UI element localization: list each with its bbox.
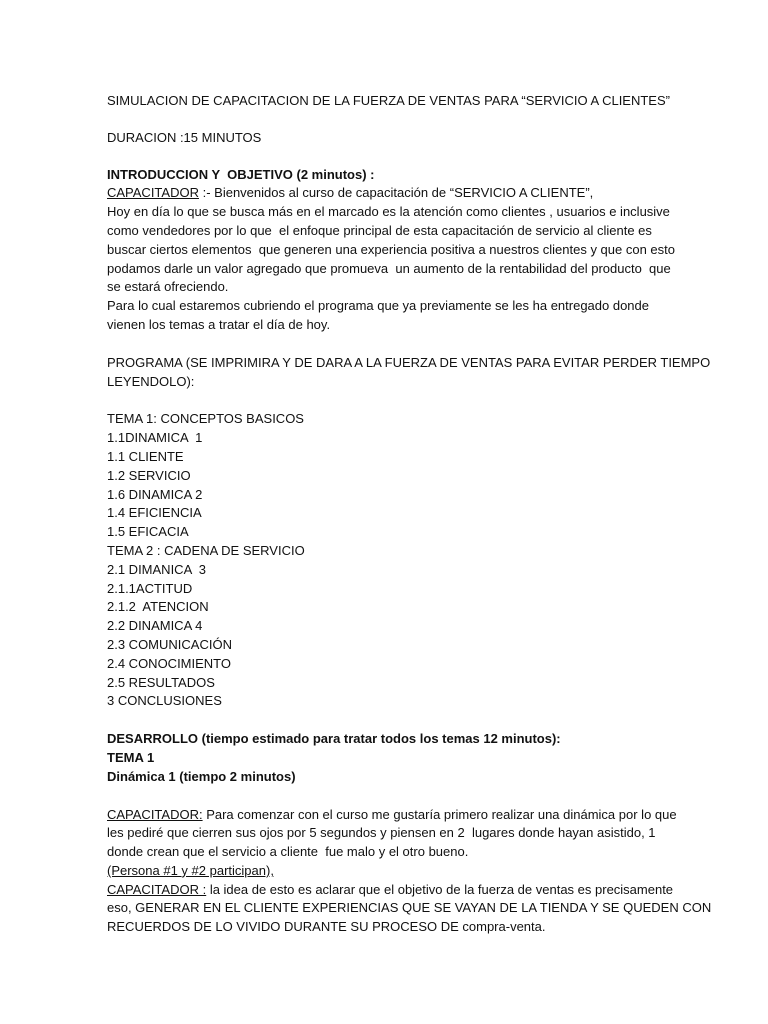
dev-paragraph-line: RECUERDOS DE LO VIVIDO DURANTE SU PROCESO DE compra-venta. <box>107 919 546 935</box>
intro-line: Hoy en día lo que se busca más en el marcado es la atención como clientes , usuarios e inclusive <box>107 204 670 220</box>
speaker-label: CAPACITADOR : <box>107 881 207 897</box>
program-item: 1.1 CLIENTE <box>107 448 184 464</box>
program-item: 3 CONCLUSIONES <box>107 693 222 709</box>
intro-heading: INTRODUCCION Y OBJETIVO (2 minutos) : <box>107 166 375 182</box>
speaker-label: CAPACITADOR: <box>107 806 203 822</box>
dev-paragraph-line: eso, GENERAR EN EL CLIENTE EXPERIENCIAS QUE SE VAYAN DE LA TIENDA Y SE QUEDEN CON <box>107 900 712 916</box>
program-item: 1.6 DINAMICA 2 <box>107 486 203 502</box>
development-dynamic: Dinámica 1 (tiempo 2 minutos) <box>107 768 296 784</box>
spacer <box>107 787 667 806</box>
development-heading: DESARROLLO (tiempo estimado para tratar todos los temas 12 minutos): <box>107 731 561 747</box>
intro-first-text: :- Bienvenidos al curso de capacitación de “SERVICIO A CLIENTE”, <box>198 185 594 201</box>
speaker-label: CAPACITADOR <box>107 185 199 201</box>
program-item: 2.1.1ACTITUD <box>107 580 193 596</box>
program-item: TEMA 2 : CADENA DE SERVICIO <box>107 542 305 558</box>
participants-note: (Persona #1 y #2 participan), <box>107 862 274 878</box>
program-heading: PROGRAMA (SE IMPRIMIRA Y DE DARA A LA FUERZA DE VENTAS PARA EVITAR PERDER TIEMPO <box>107 354 711 370</box>
intro-line: buscar ciertos elementos que generen una experiencia positiva a nuestros clientes y que con esto <box>107 241 676 257</box>
dev-paragraph-line: donde crean que el servicio a cliente fue malo y el otro bueno. <box>107 844 469 860</box>
duration-line: DURACION :15 MINUTOS <box>107 129 262 145</box>
program-item: TEMA 1: CONCEPTOS BASICOS <box>107 411 304 427</box>
program-item: 1.2 SERVICIO <box>107 467 191 483</box>
intro-line: vienen los temas a tratar el día de hoy. <box>107 316 331 332</box>
program-item: 2.1.2 ATENCION <box>107 599 209 615</box>
dev-paragraph-first-line <box>107 806 677 825</box>
program-item: 2.5 RESULTADOS <box>107 674 215 690</box>
program-heading: LEYENDOLO): <box>107 373 195 389</box>
dev-paragraph-first-line <box>107 881 674 900</box>
dev-paragraph-text: Para comenzar con el curso me gustaría primero realizar una dinámica por lo que <box>202 806 677 822</box>
program-item: 2.4 CONOCIMIENTO <box>107 655 232 671</box>
program-item: 1.1DINAMICA 1 <box>107 430 203 446</box>
intro-line: como vendedores por lo que el enfoque principal de esta capacitación de servicio al cliente es <box>107 222 652 238</box>
document-page <box>107 92 712 937</box>
intro-line: podamos darle un valor agregado que promueva un aumento de la rentabilidad del producto que <box>107 260 671 276</box>
dev-paragraph-text: la idea de esto es aclarar que el objetivo de la fuerza de ventas es precisamente <box>206 881 674 897</box>
program-item: 2.2 DINAMICA 4 <box>107 618 203 634</box>
spacer <box>107 391 667 410</box>
intro-line: se estará ofreciendo. <box>107 279 229 295</box>
program-item: 1.5 EFICACIA <box>107 524 189 540</box>
program-item: 1.4 EFICIENCIA <box>107 505 202 521</box>
intro-first-line <box>107 184 667 203</box>
spacer <box>107 111 667 129</box>
spacer <box>107 148 667 166</box>
program-item: 2.3 COMUNICACIÓN <box>107 636 232 652</box>
spacer <box>107 335 667 354</box>
document-title: SIMULACION DE CAPACITACION DE LA FUERZA DE VENTAS PARA “SERVICIO A CLIENTES” <box>107 93 670 108</box>
spacer <box>107 711 667 730</box>
development-topic: TEMA 1 <box>107 749 155 765</box>
intro-line: Para lo cual estaremos cubriendo el programa que ya previamente se les ha entregado donde <box>107 298 650 314</box>
dev-paragraph-line: les pediré que cierren sus ojos por 5 segundos y piensen en 2 lugares donde hayan asistido, 1 <box>107 825 656 841</box>
program-item: 2.1 DIMANICA 3 <box>107 561 206 577</box>
